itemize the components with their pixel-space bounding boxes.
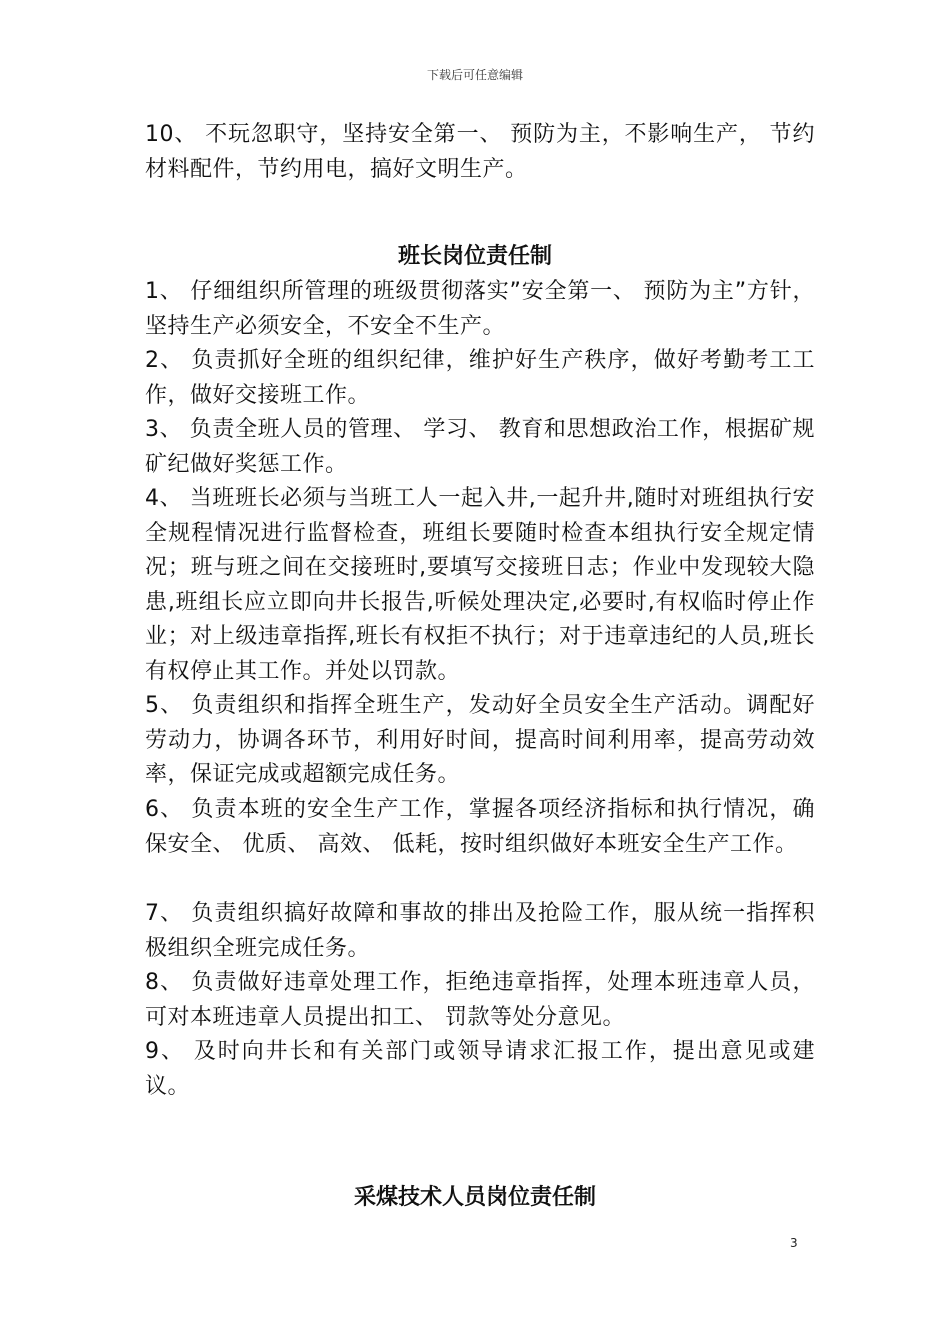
page-number: 3 <box>790 1236 798 1250</box>
header-note: 下载后可任意编辑 <box>426 68 523 82</box>
duty-item-7: 7、 负责组织搞好故障和事故的排出及抢险工作，服从统一指挥积极组织全班完成任务。 <box>145 901 815 961</box>
duty-item-3: 3、 负责全班人员的管理、 学习、 教育和思想政治工作，根据矿规矿纪做好奖惩工作。 <box>145 417 815 477</box>
duty-item-5: 5、 负责组织和指挥全班生产，发动好全员安全生产活动。调配好劳动力，协调各环节，利用好时间，提高时间利用率，提高劳动效率，保证完成或超额完成任务。 <box>145 693 815 787</box>
duty-item-1: 1、 仔细组织所管理的班级贯彻落实”安全第一、 预防为主”方针，坚持生产必须安全，不安全不生产。 <box>145 279 815 339</box>
duty-item-2: 2、 负责抓好全班的组织纪律，维护好生产秩序，做好考勤考工工作，做好交接班工作。 <box>145 348 815 408</box>
duty-item-4: 4、 当班班长必须与当班工人一起入井,一起升井,随时对班组执行安全规程情况进行监督检查，班组长要随时检查本组执行安全规定情况；班与班之间在交接班时,要填写交接班日志；作业中发现较大隐患,班组长应立即向井长报告,听候处理决定,必要时,有权临时停止作业；对上级违章指挥,班长有权拒不执行；对于违章违纪的人员,班长有权停止其工作。并处以罚款。 <box>145 486 815 684</box>
duty-item-9: 9、 及时向井长和有关部门或领导请求汇报工作，提出意见或建议。 <box>145 1039 815 1099</box>
section-title-team-leader: 班长岗位责任制 <box>397 244 552 269</box>
intro-item-10: 10、 不玩忽职守，坚持安全第一、 预防为主，不影响生产， 节约材料配件，节约用电，搞好文明生产。 <box>145 122 815 182</box>
duty-item-6: 6、 负责本班的安全生产工作，掌握各项经济指标和执行情况，确保安全、 优质、 高效、 低耗，按时组织做好本班安全生产工作。 <box>145 797 815 857</box>
duty-item-8: 8、 负责做好违章处理工作，拒绝违章指挥，处理本班违章人员，可对本班违章人员提出扣工、 罚款等处分意见。 <box>145 970 815 1030</box>
section-title-mining-tech: 采煤技术人员岗位责任制 <box>353 1185 596 1210</box>
